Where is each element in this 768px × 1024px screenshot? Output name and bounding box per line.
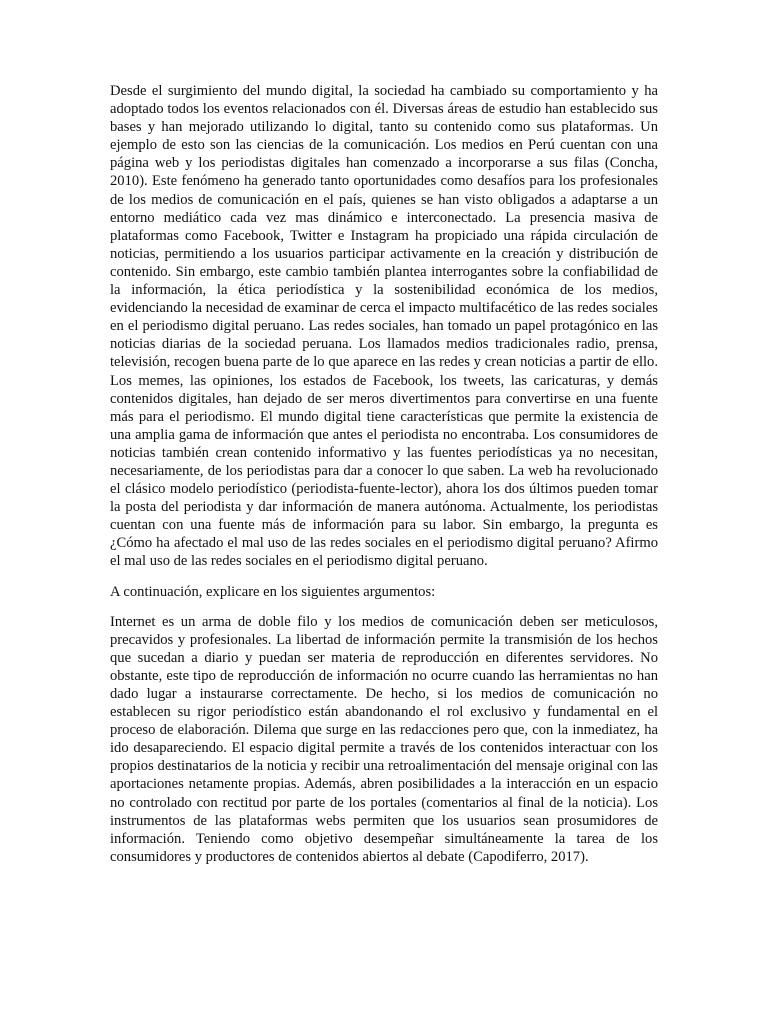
paragraph-argument: Internet es un arma de doble filo y los medios de comunicación deben ser meticulosos, precavidos y profesionales. La libertad de información permite la transmisión de los hechos que sucedan a diario y puedan ser materia de reproducción en diferentes servidores. No obstante, este tipo de reproducción de información no ocurre cuando las herramientas no han dado lugar a instaurarse correctamente. De hecho, si los medios de comunicación no establecen su rigor periodístico están abandonando el rol exclusivo y fundamental en el proceso de elaboración. Dilema que surge en las redacciones pero que, con la inmediatez, ha ido desapareciendo. El espacio digital permite a través de los contenidos interactuar con los propios destinatarios de la noticia y recibir una retroalimentación del mensaje original con las aportaciones netamente propias. Además, abren posibilidades a la interacción en un espacio no controlado con rectitud por parte de los portales (comentarios al final de la noticia). Los instrumentos de las plataformas webs permiten que los usuarios sean prosumidores de información. Teniendo como objetivo desempeñar simultáneamente la tarea de los consumidores y productores de contenidos abiertos al debate (Capodiferro, 2017).: [110, 613, 658, 865]
paragraph-intro: Desde el surgimiento del mundo digital, la sociedad ha cambiado su comportamiento y ha adoptado todos los eventos relacionados con él. Diversas áreas de estudio han establecido sus bases y han mejorado utilizando lo digital, tanto su contenido como sus plataformas. Un ejemplo de esto son las ciencias de la comunicación. Los medios en Perú cuentan con una página web y los periodistas digitales han comenzado a incorporarse a sus filas (Concha, 2010). Este fenómeno ha generado tanto oportunidades como desafíos para los profesionales de los medios de comunicación en el país, quienes se han visto obligados a adaptarse a un entorno mediático cada vez mas dinámico e interconectado. La presencia masiva de plataformas como Facebook, Twitter e Instagram ha propiciado una rápida circulación de noticias, permitiendo a los usuarios participar activamente en la creación y distribución de contenido. Sin embargo, este cambio también plantea interrogantes sobre la confiabilidad de la información, la ética periodística y la sostenibilidad económica de los medios, evidenciando la necesidad de examinar de cerca el impacto multifacético de las redes sociales en el periodismo digital peruano. Las redes sociales, han tomado un papel protagónico en las noticias diarias de la sociedad peruana. Los llamados medios tradicionales radio, prensa, televisión, recogen buena parte de lo que aparece en las redes y crean noticias a partir de ello. Los memes, las opiniones, los estados de Facebook, los tweets, las caricaturas, y demás contenidos digitales, han dejado de ser meros divertimentos para convertirse en una fuente más para el periodismo. El mundo digital tiene características que permite la existencia de una amplia gama de información que antes el periodista no encontraba. Los consumidores de noticias también crean contenido informativo y las fuentes periodísticas ya no necesitan, necesariamente, de los periodistas para dar a conocer lo que saben. La web ha revolucionado el clásico modelo periodístico (periodista-fuente-lector), ahora los dos últimos pueden tomar la posta del periodista y dar información de manera autónoma. Actualmente, los periodistas cuentan con una fuente más de información para su labor. Sin embargo, la pregunta es ¿Cómo ha afectado el mal uso de las redes sociales en el periodismo digital peruano? Afirmo el mal uso de las redes sociales en el periodismo digital peruano.: [110, 83, 658, 570]
paragraph-transition: A continuación, explicare en los siguientes argumentos:: [110, 583, 436, 600]
document-page: [110, 82, 658, 866]
